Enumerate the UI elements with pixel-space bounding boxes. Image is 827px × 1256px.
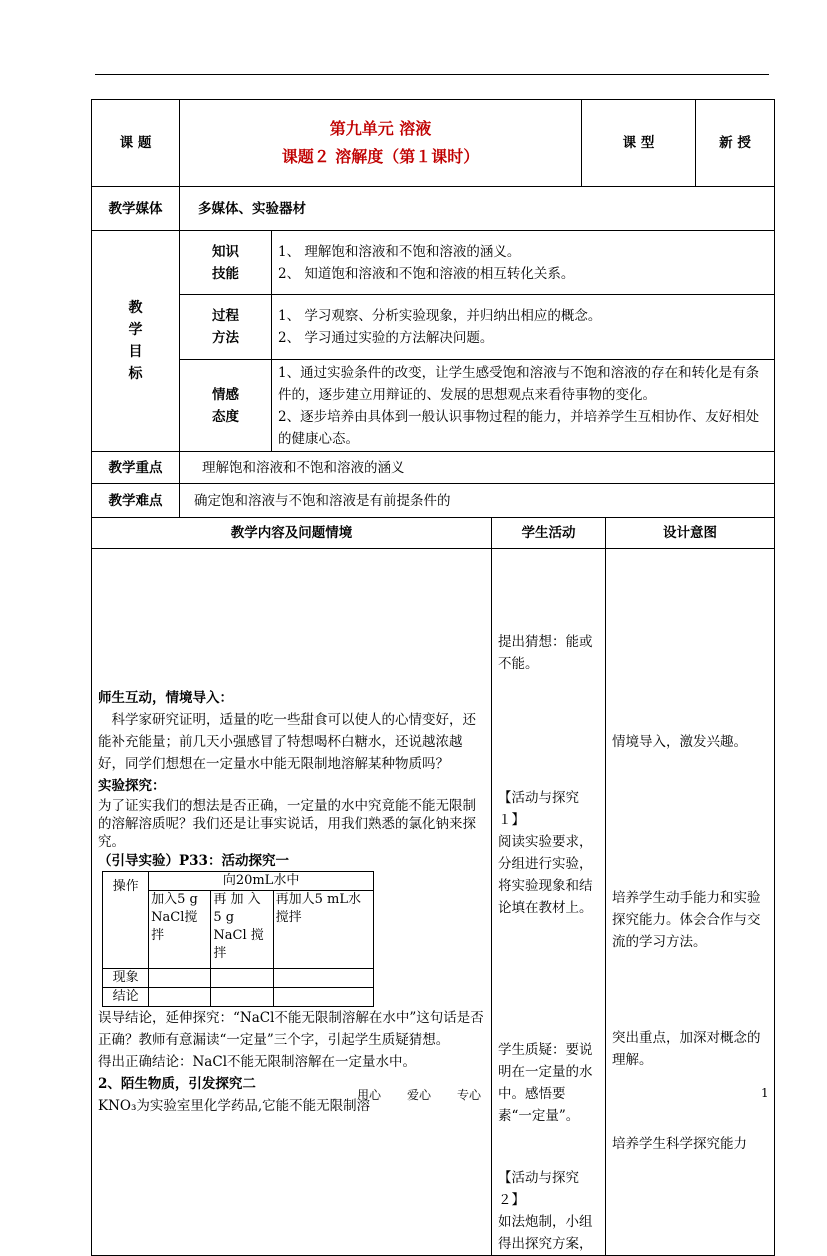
emotion-label: 情感 态度 [180, 360, 272, 452]
kexing-value: 新 授 [696, 100, 775, 187]
intent-text: 培养学生动手能力和实验探究能力。体会合作与交流的学习方法。 [612, 890, 761, 950]
column-content: 教学内容及问题情境 [92, 518, 492, 549]
lesson-title [180, 100, 582, 187]
column-intent: 设计意图 [606, 518, 775, 549]
intent-text: 培养学生科学探究能力 [612, 1136, 748, 1152]
paragraph: 为了证实我们的想法是否正确，一定量的水中究竟能不能无限制的溶解溶质呢？我们还是让事实说话，用我们熟悉的氯化钠来探究。 [98, 798, 476, 850]
media-label: 教学媒体 [92, 187, 180, 231]
key-point-value: 理解饱和溶液和不饱和溶液的涵义 [180, 452, 775, 484]
activity-text: 阅读实验要求，分组进行实验，将实验现象和结论填在教材上。 [498, 834, 593, 916]
activity-text: 如法炮制，小组得出探究方案， [498, 1214, 593, 1252]
lesson-plan-table [91, 99, 775, 1256]
process-label: 过程 方法 [180, 295, 272, 360]
step-1: 加入5 g NaCl搅拌 [149, 891, 211, 969]
step-2: 再 加 入 5 g NaCl 搅拌 [211, 891, 273, 969]
difficulty-label: 教学难点 [92, 484, 180, 518]
page-number: 1 [761, 1086, 769, 1100]
conclusion-label: 结论 [103, 988, 149, 1007]
op-label: 操作 [103, 872, 149, 969]
keti-label: 课 题 [92, 100, 180, 187]
lesson-subtitle: 课题２ 溶解度（第１课时） [281, 147, 480, 166]
media-value: 多媒体、实验器材 [180, 187, 775, 231]
paragraph: 科学家研究证明，适量的吃一些甜食可以使人的心情变好，还能补充能量；前几天小强感冒了特想喝杯白糖水，还说越浓越好，同学们想想在一定量水中能无限制地溶解某种物质吗？ [98, 712, 476, 772]
intent-text: 突出重点，加深对概念的理解。 [612, 1030, 761, 1068]
goals-label: 教 学 目 标 [92, 231, 180, 452]
paragraph: 得出正确结论：NaCl不能无限制溶解在一定量水中。 [98, 1054, 417, 1070]
activity-heading: 【活动与探究２】 [498, 1170, 579, 1208]
column-activity: 学生活动 [492, 518, 606, 549]
activity-heading: 【活动与探究１】 [498, 790, 579, 828]
paragraph: 误导结论，延伸探究：“NaCl不能无限制溶解在水中”这句话是否正确？教师有意漏读“一定量”三个字，引起学生质疑猜想。 [98, 1010, 484, 1048]
section-heading: （引导实验）P33：活动探究一 [98, 853, 289, 869]
intent-text: 情境导入，激发兴趣。 [612, 734, 748, 750]
header-rule [95, 74, 769, 75]
intent-cell [606, 549, 775, 1256]
knowledge-goals: 1、 理解饱和溶液和不饱和溶液的涵义。 2、 知道饱和溶液和不饱和溶液的相互转化关系。 [272, 231, 775, 295]
unit-title: 第九单元 溶液 [329, 119, 432, 138]
process-goals: 1、 学习观察、分析实验现象，并归纳出相应的概念。 2、 学习通过实验的方法解决问题。 [272, 295, 775, 360]
step-3: 再加人5 mL水搅拌 [273, 891, 373, 969]
experiment-table [102, 871, 374, 1007]
emotion-goals: 1、通过实验条件的改变，让学生感受饱和溶液与不饱和溶液的存在和转化是有条件的，逐步建立用辩证的、发展的思想观点来看待事物的变化。 2、逐步培养由具体到一般认识事物过程的能力，并培养学生互相协作、友好相处的健康心态。 [272, 360, 775, 452]
footer-motto: 用心 爱心 专心 [357, 1088, 482, 1102]
section-heading: 实验探究： [98, 778, 166, 794]
section-heading: 2、陌生物质，引发探究二 [98, 1076, 256, 1092]
section-heading: 师生互动，情境导入： [98, 690, 233, 706]
content-cell [92, 549, 492, 1256]
difficulty-value: 确定饱和溶液与不饱和溶液是有前提条件的 [180, 484, 775, 518]
key-point-label: 教学重点 [92, 452, 180, 484]
paragraph: KNO₃为实验室里化学药品,它能不能无限制溶 [98, 1098, 371, 1114]
activity-text: 提出猜想：能或不能。 [498, 634, 593, 672]
table-header: 向20mL水中 [149, 872, 374, 891]
observation-label: 现象 [103, 969, 149, 988]
activity-cell [492, 549, 606, 1256]
knowledge-label: 知识 技能 [180, 231, 272, 295]
activity-text: 学生质疑：要说明在一定量的水中。感悟要素“一定量”。 [498, 1042, 593, 1124]
kexing-label: 课 型 [582, 100, 696, 187]
